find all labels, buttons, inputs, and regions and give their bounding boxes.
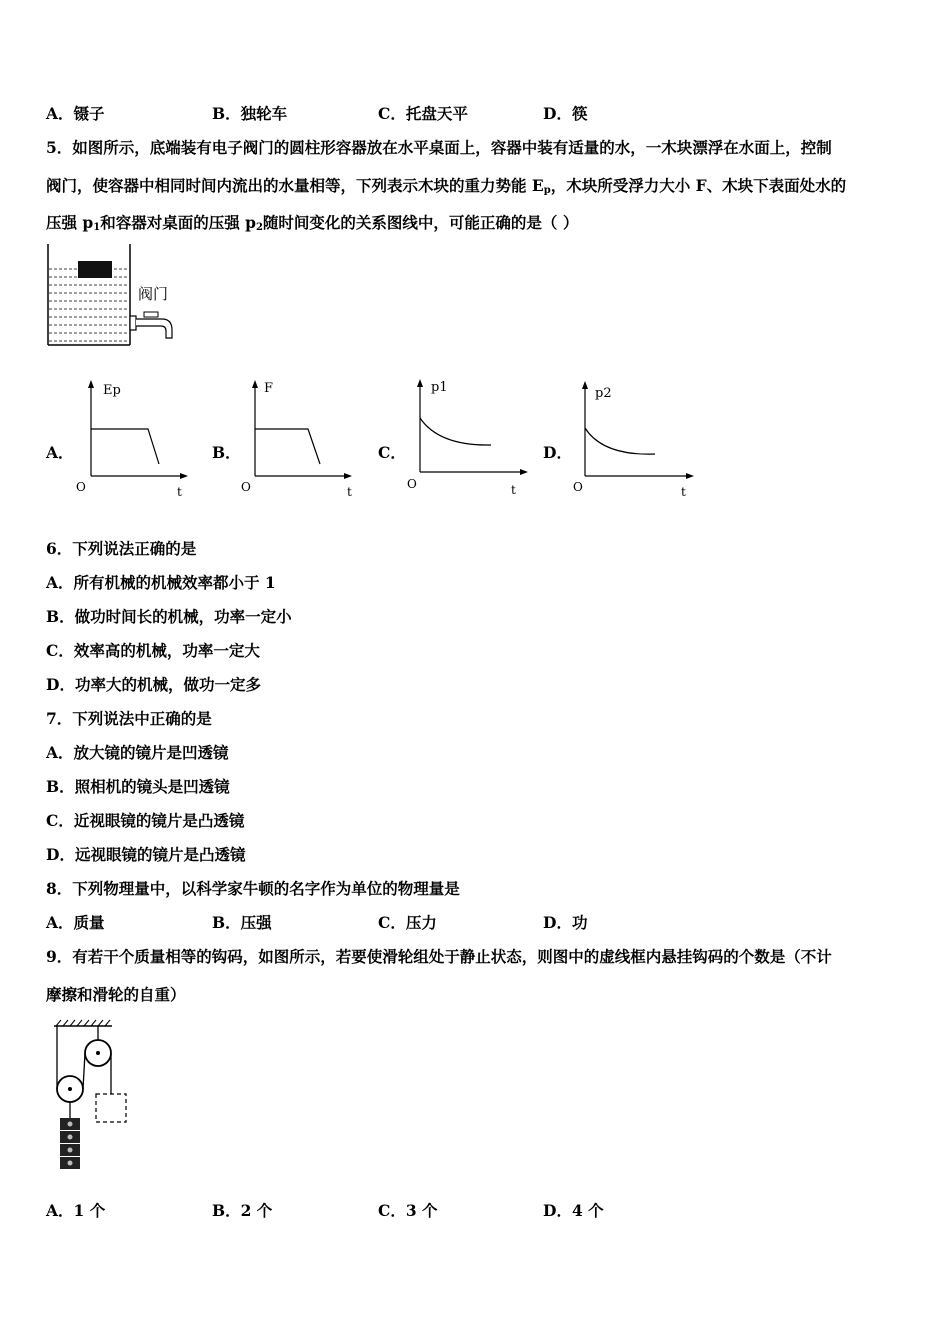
q5-stem-line3: 压强 $p_1$和容器对桌面的压强 $p_2$随时间变化的关系图线中，可能正确的是（ ） (46, 213, 579, 233)
q4-option-d: D．筷 (543, 104, 588, 123)
wooden-block (78, 261, 112, 278)
q8-option-d: D．功 (543, 913, 588, 932)
graph-c-origin: O (407, 477, 417, 491)
graph-a-origin: O (76, 480, 86, 494)
valve-body (130, 316, 136, 330)
q8-option-b: B．压强 (212, 913, 272, 932)
q7-option-b: B．照相机的镜头是凹透镜 (46, 777, 230, 796)
q9-option-b: B．2 个 (212, 1201, 273, 1220)
q9-option-c: C．3 个 (378, 1201, 438, 1220)
q4-option-a: A．镊子 (46, 104, 105, 123)
q6-option-b: B．做功时间长的机械，功率一定小 (46, 607, 292, 626)
q8-option-a: A．质量 (46, 913, 105, 932)
graph-b-y-label: F (264, 381, 274, 396)
q8-stem: 8．下列物理量中，以科学家牛顿的名字作为单位的物理量是 (46, 879, 460, 898)
graph-a-x-arrow (180, 473, 188, 479)
graph-b-y-arrow (252, 380, 258, 388)
graph-d-x-arrow (686, 473, 694, 479)
q5-graph-b-label: B． (212, 443, 241, 462)
water-hatch (49, 269, 129, 341)
q9-stem-line1: 9．有若干个质量相等的钩码，如图所示，若要使滑轮组处于静止状态，则图中的虚线框内悬挂钩码的个数是（不计 (46, 947, 832, 966)
graph-d-y-arrow (582, 381, 588, 389)
q5-graph-d-label: D． (543, 443, 572, 462)
q5-graph-a (72, 376, 196, 500)
q5-graph-d (567, 376, 699, 500)
q9-option-d: D．4 个 (543, 1201, 604, 1220)
graph-b-origin: O (241, 480, 251, 494)
q5-graph-b (236, 376, 360, 500)
q9-option-a: A．1 个 (46, 1201, 106, 1220)
graph-c-x-arrow (520, 469, 528, 475)
q7-option-c: C．近视眼镜的镜片是凸透镜 (46, 811, 245, 830)
rope-middle (83, 1053, 85, 1089)
q9-stem-line2: 摩擦和滑轮的自重） (46, 985, 186, 1004)
graph-a-x-label: t (177, 485, 182, 499)
pulley-figure (48, 1018, 134, 1180)
q6-stem: 6．下列说法正确的是 (46, 539, 197, 558)
movable-pulley-axle (68, 1087, 72, 1091)
graph-d-curve (585, 428, 655, 454)
graph-d-x-label: t (681, 485, 686, 499)
graph-b-curve (255, 429, 320, 464)
q7-stem: 7．下列说法中正确的是 (46, 709, 212, 728)
q5-graph-c (401, 374, 533, 500)
q5-graph-a-label: A． (46, 443, 74, 462)
graph-c-y-label: p1 (431, 380, 448, 395)
graph-c-y-arrow (417, 379, 423, 387)
q6-option-a: A．所有机械的机械效率都小于 1 (46, 573, 276, 592)
dashed-box (96, 1094, 126, 1122)
graph-a-curve (91, 429, 159, 464)
q5-stem-line1: 5．如图所示，底端装有电子阀门的圆柱形容器放在水平桌面上，容器中装有适量的水，一木块漂浮在水面上，控制 (46, 138, 832, 157)
q4-option-c: C．托盘天平 (378, 104, 468, 123)
graph-a-y-arrow (88, 380, 94, 388)
graph-b-x-label: t (347, 485, 352, 499)
faucet-handle (144, 312, 158, 317)
graph-b-x-arrow (344, 473, 352, 479)
q6-option-d: D．功率大的机械，做功一定多 (46, 675, 261, 694)
fixed-pulley-axle (96, 1051, 100, 1055)
q8-option-c: C．压力 (378, 913, 437, 932)
q4-option-b: B．独轮车 (212, 104, 288, 123)
faucet-spout (136, 319, 172, 338)
graph-d-y-label: p2 (595, 386, 612, 401)
q7-option-a: A．放大镜的镜片是凹透镜 (46, 743, 229, 762)
graph-d-origin: O (573, 480, 583, 494)
q6-option-c: C．效率高的机械，功率一定大 (46, 641, 260, 660)
graph-c-curve (420, 418, 491, 445)
graph-c-x-label: t (511, 483, 516, 497)
graph-a-y-label: Ep (103, 383, 121, 398)
q7-option-d: D．远视眼镜的镜片是凸透镜 (46, 845, 246, 864)
ceiling-hatch (56, 1020, 110, 1026)
q5-graph-c-label: C． (378, 443, 406, 462)
valve-label: 阀门 (138, 285, 169, 303)
q5-stem-line2: 阀门，使容器中相同时间内流出的水量相等，下列表示木块的重力势能 $E_p$，木块所受浮力大小 F、木块下表面处水的 (46, 176, 847, 196)
